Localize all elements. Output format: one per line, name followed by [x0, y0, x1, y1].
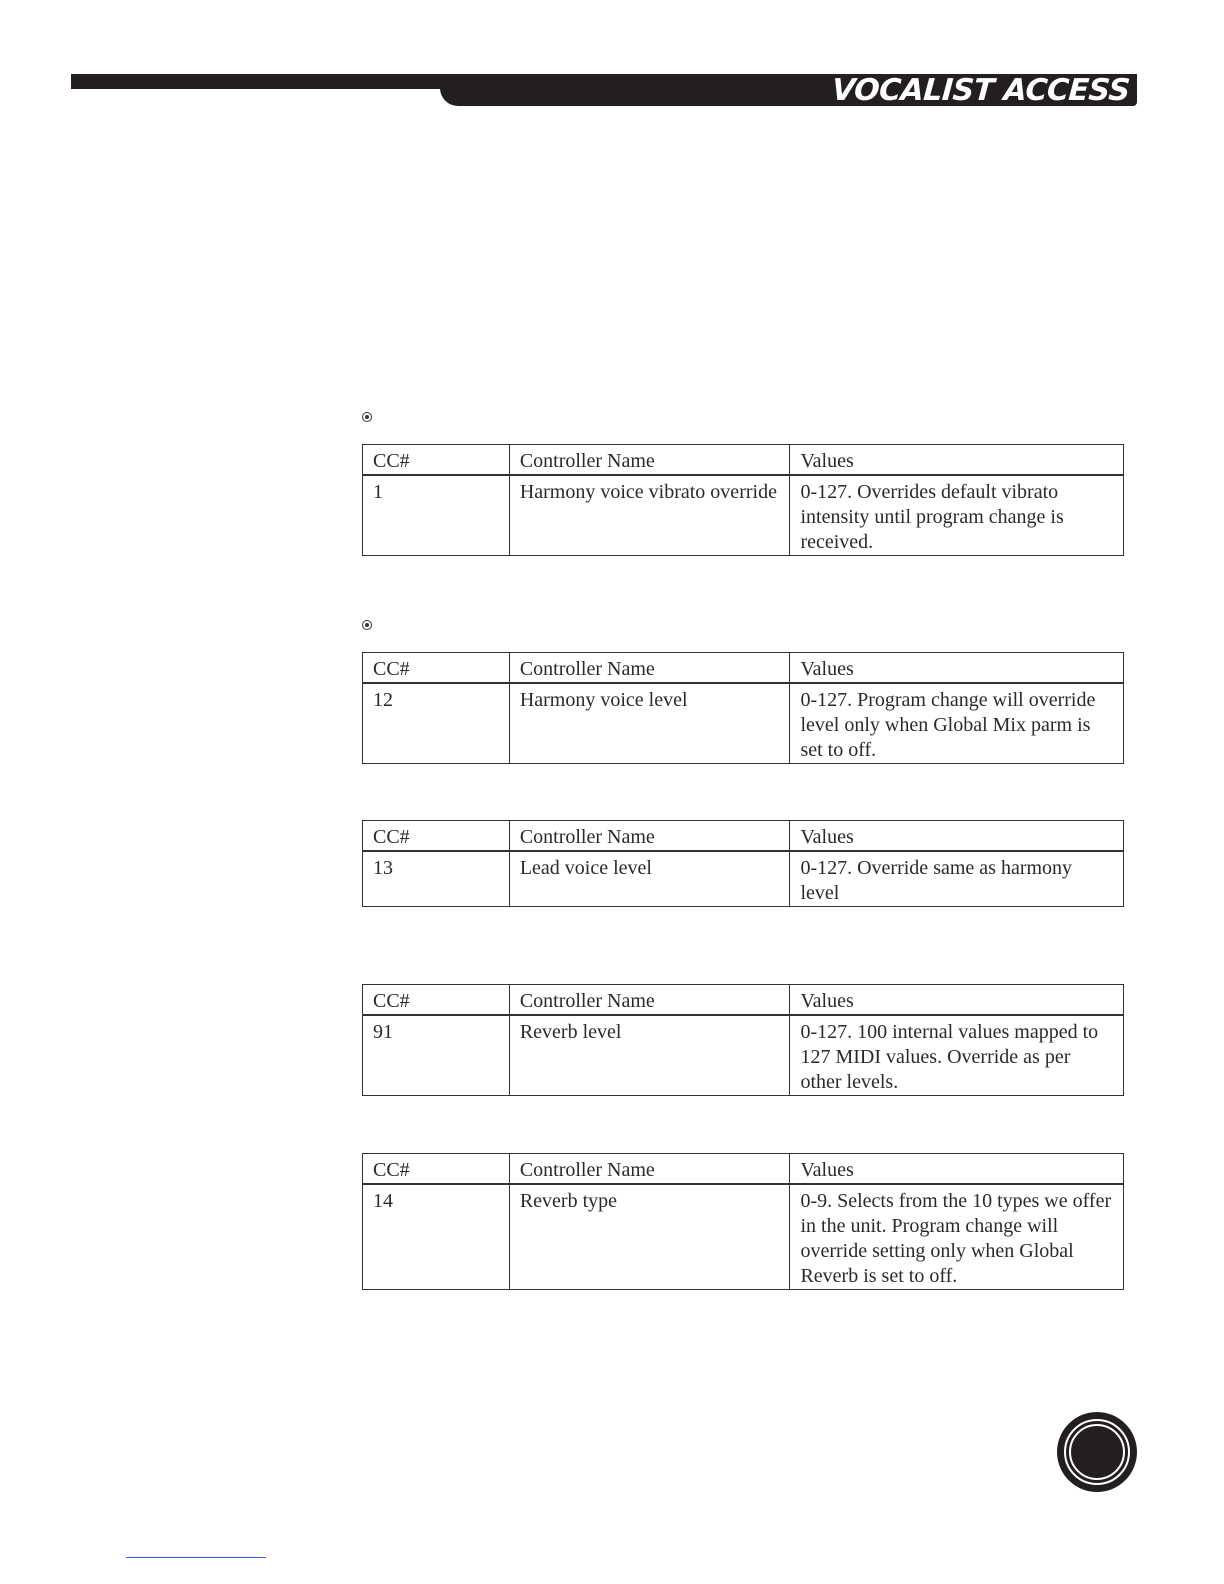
cc-table-lead-level: [362, 820, 1124, 907]
radio-bullet-icon: [362, 412, 372, 422]
cell-values: 0-9. Selects from the 10 types we offer in the unit. Program change will override setting only when Global Reverb is set to off.: [790, 1184, 1124, 1290]
header-values: Values: [790, 821, 1124, 852]
table-row: [363, 1184, 1124, 1290]
header-controller-name: Controller Name: [509, 653, 790, 684]
header-cc: CC#: [363, 985, 510, 1016]
cell-controller-name: Lead voice level: [509, 851, 790, 907]
page-number-badge-icon: [1057, 1412, 1137, 1492]
cell-cc: 91: [363, 1015, 510, 1096]
cell-values: 0-127. Override same as harmony level: [790, 851, 1124, 907]
header-cc: CC#: [363, 445, 510, 476]
table-header-row: [363, 821, 1124, 852]
cc-table-vibrato: [362, 444, 1124, 556]
cell-cc: 1: [363, 475, 510, 556]
cell-values: 0-127. 100 internal values mapped to 127 MIDI values. Override as per other levels.: [790, 1015, 1124, 1096]
cell-controller-name: Reverb type: [509, 1184, 790, 1290]
cell-values: 0-127. Program change will override level only when Global Mix parm is set to off.: [790, 683, 1124, 764]
header-controller-name: Controller Name: [509, 985, 790, 1016]
cell-cc: 13: [363, 851, 510, 907]
header-controller-name: Controller Name: [509, 821, 790, 852]
table-header-row: [363, 1154, 1124, 1185]
table-row: [363, 851, 1124, 907]
table-row: [363, 1015, 1124, 1096]
cell-cc: 12: [363, 683, 510, 764]
footer-rule: [126, 1557, 266, 1558]
cc-table-reverb-level: [362, 984, 1124, 1096]
table-row: [363, 475, 1124, 556]
header-cc: CC#: [363, 1154, 510, 1185]
header-values: Values: [790, 1154, 1124, 1185]
header-values: Values: [790, 445, 1124, 476]
cell-values: 0-127. Overrides default vibrato intensity until program change is received.: [790, 475, 1124, 556]
cell-cc: 14: [363, 1184, 510, 1290]
table-header-row: [363, 653, 1124, 684]
page-header-title: VOCALIST ACCESS: [831, 73, 1132, 108]
cc-table-reverb-type: [362, 1153, 1124, 1290]
header-cc: CC#: [363, 653, 510, 684]
header-values: Values: [790, 653, 1124, 684]
table-row: [363, 683, 1124, 764]
badge-inner-ring: [1069, 1424, 1125, 1480]
header-cc: CC#: [363, 821, 510, 852]
header-controller-name: Controller Name: [509, 1154, 790, 1185]
cell-controller-name: Reverb level: [509, 1015, 790, 1096]
cell-controller-name: Harmony voice vibrato override: [509, 475, 790, 556]
table-header-row: [363, 985, 1124, 1016]
header-controller-name: Controller Name: [509, 445, 790, 476]
radio-bullet-icon: [362, 620, 372, 630]
header-values: Values: [790, 985, 1124, 1016]
table-header-row: [363, 445, 1124, 476]
cc-table-harmony-level: [362, 652, 1124, 764]
cell-controller-name: Harmony voice level: [509, 683, 790, 764]
